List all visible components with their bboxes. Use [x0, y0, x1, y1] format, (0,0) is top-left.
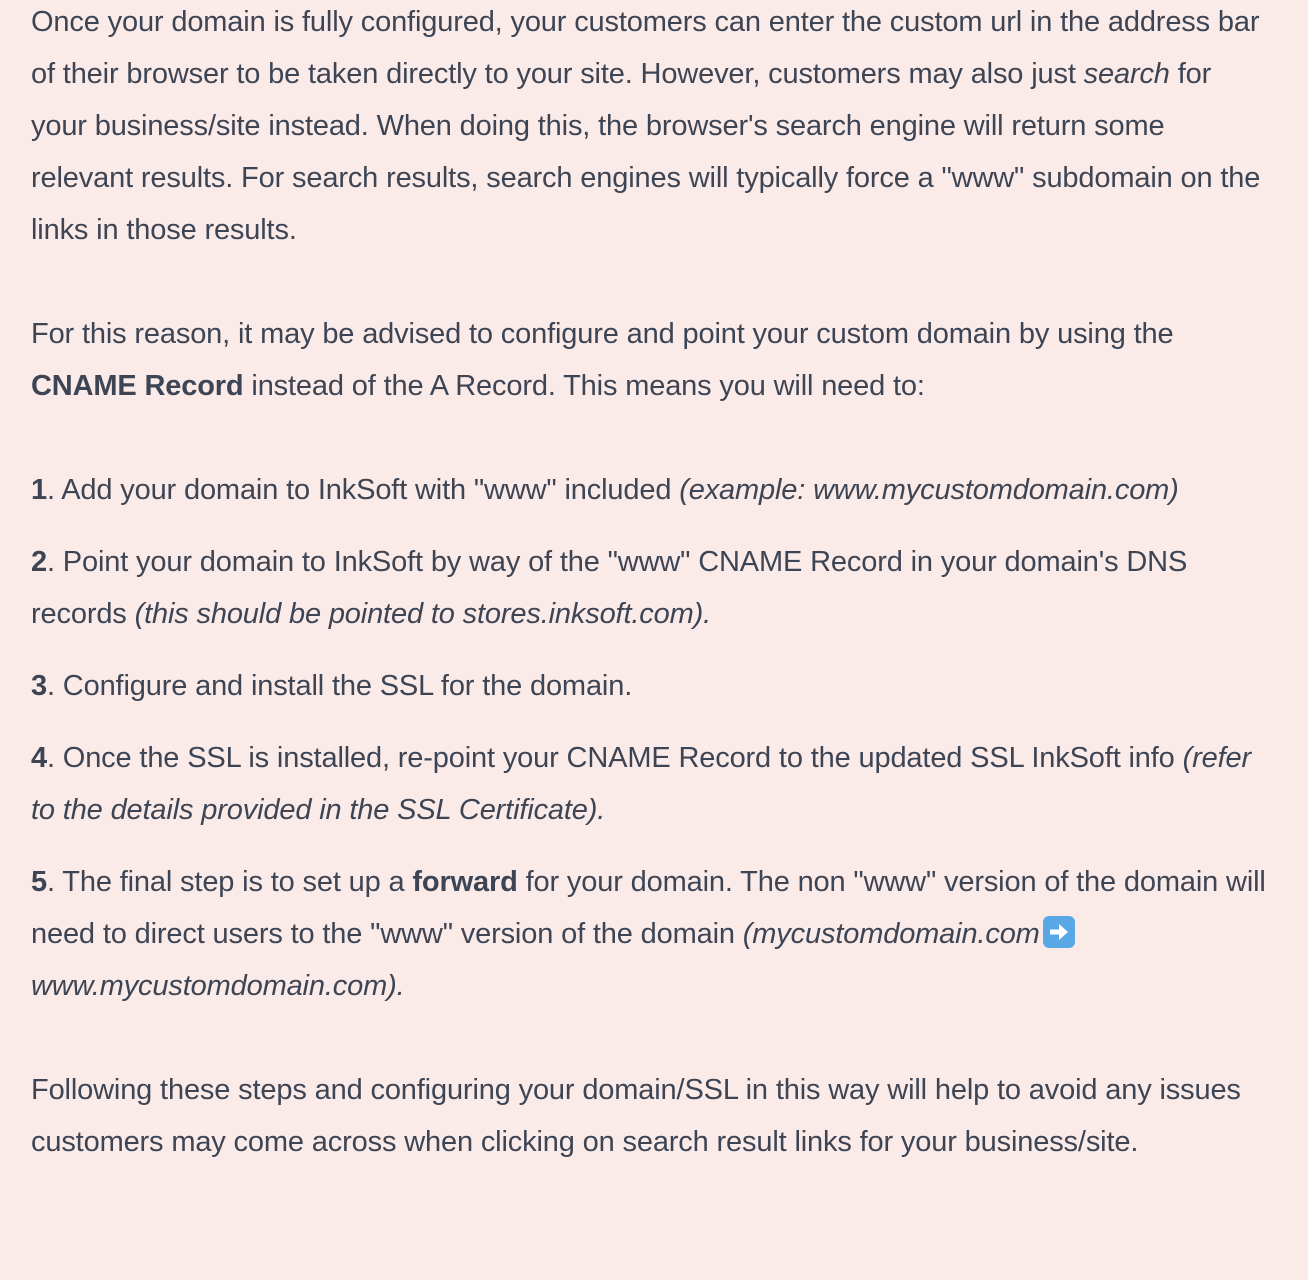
- step-3: [31, 660, 1272, 712]
- step-1-note: (example: www.mycustomdomain.com): [679, 474, 1179, 506]
- reason-text-1: For this reason, it may be advised to configure and point your custom domain by using the: [31, 318, 1174, 350]
- step-1-text: . Add your domain to InkSoft with "www" included: [46, 474, 680, 506]
- reason-text-2: instead of the A Record. This means you will need to:: [243, 370, 925, 402]
- step-3-text: . Configure and install the SSL for the domain.: [46, 670, 633, 702]
- step-1-number: 1: [31, 474, 47, 506]
- reason-paragraph: [31, 308, 1272, 412]
- step-1: [31, 464, 1272, 516]
- step-4: [31, 732, 1272, 836]
- intro-text-1: Once your domain is fully configured, your customers can enter the custom url in the address bar of their browser to be taken directly to your site. However, customers may also just: [31, 6, 1260, 90]
- step-5-number: 5: [31, 866, 47, 898]
- step-5-note-2: www.mycustomdomain.com).: [31, 970, 405, 1002]
- step-5-text-2: for your domain. The non "www" version of the domain will need to direct users to the "www" version of the domain: [31, 866, 1266, 950]
- right-arrow-icon: [1043, 916, 1075, 948]
- conclusion-paragraph: [31, 1064, 1272, 1168]
- step-2-number: 2: [31, 546, 47, 578]
- cname-record-strong: CNAME Record: [31, 370, 244, 402]
- step-2-text: . Point your domain to InkSoft by way of the "www" CNAME Record in your domain's DNS records: [31, 546, 1188, 630]
- step-2: [31, 536, 1272, 640]
- step-2-note: (this should be pointed to stores.inksoft.com).: [134, 598, 712, 630]
- step-5-note-1: (mycustomdomain.com: [742, 918, 1040, 950]
- forward-strong: forward: [412, 866, 518, 898]
- intro-text-2: for your business/site instead. When doing this, the browser's search engine will return some relevant results. For search results, search engines will typically force a "www" subdomain on the links in those results.: [31, 58, 1261, 246]
- step-3-number: 3: [31, 670, 47, 702]
- step-5: [31, 856, 1272, 1012]
- step-4-note: (refer to the details provided in the SSL Certificate).: [31, 742, 1251, 826]
- intro-paragraph: [31, 0, 1272, 256]
- conclusion-text: Following these steps and configuring your domain/SSL in this way will help to avoid any issues customers may come across when clicking on search result links for your business/site.: [31, 1074, 1241, 1158]
- step-5-text-1: . The final step is to set up a: [46, 866, 413, 898]
- step-4-number: 4: [31, 742, 47, 774]
- step-4-text: . Once the SSL is installed, re-point your CNAME Record to the updated SSL InkSoft info: [46, 742, 1183, 774]
- intro-search-emphasis: search: [1083, 58, 1170, 90]
